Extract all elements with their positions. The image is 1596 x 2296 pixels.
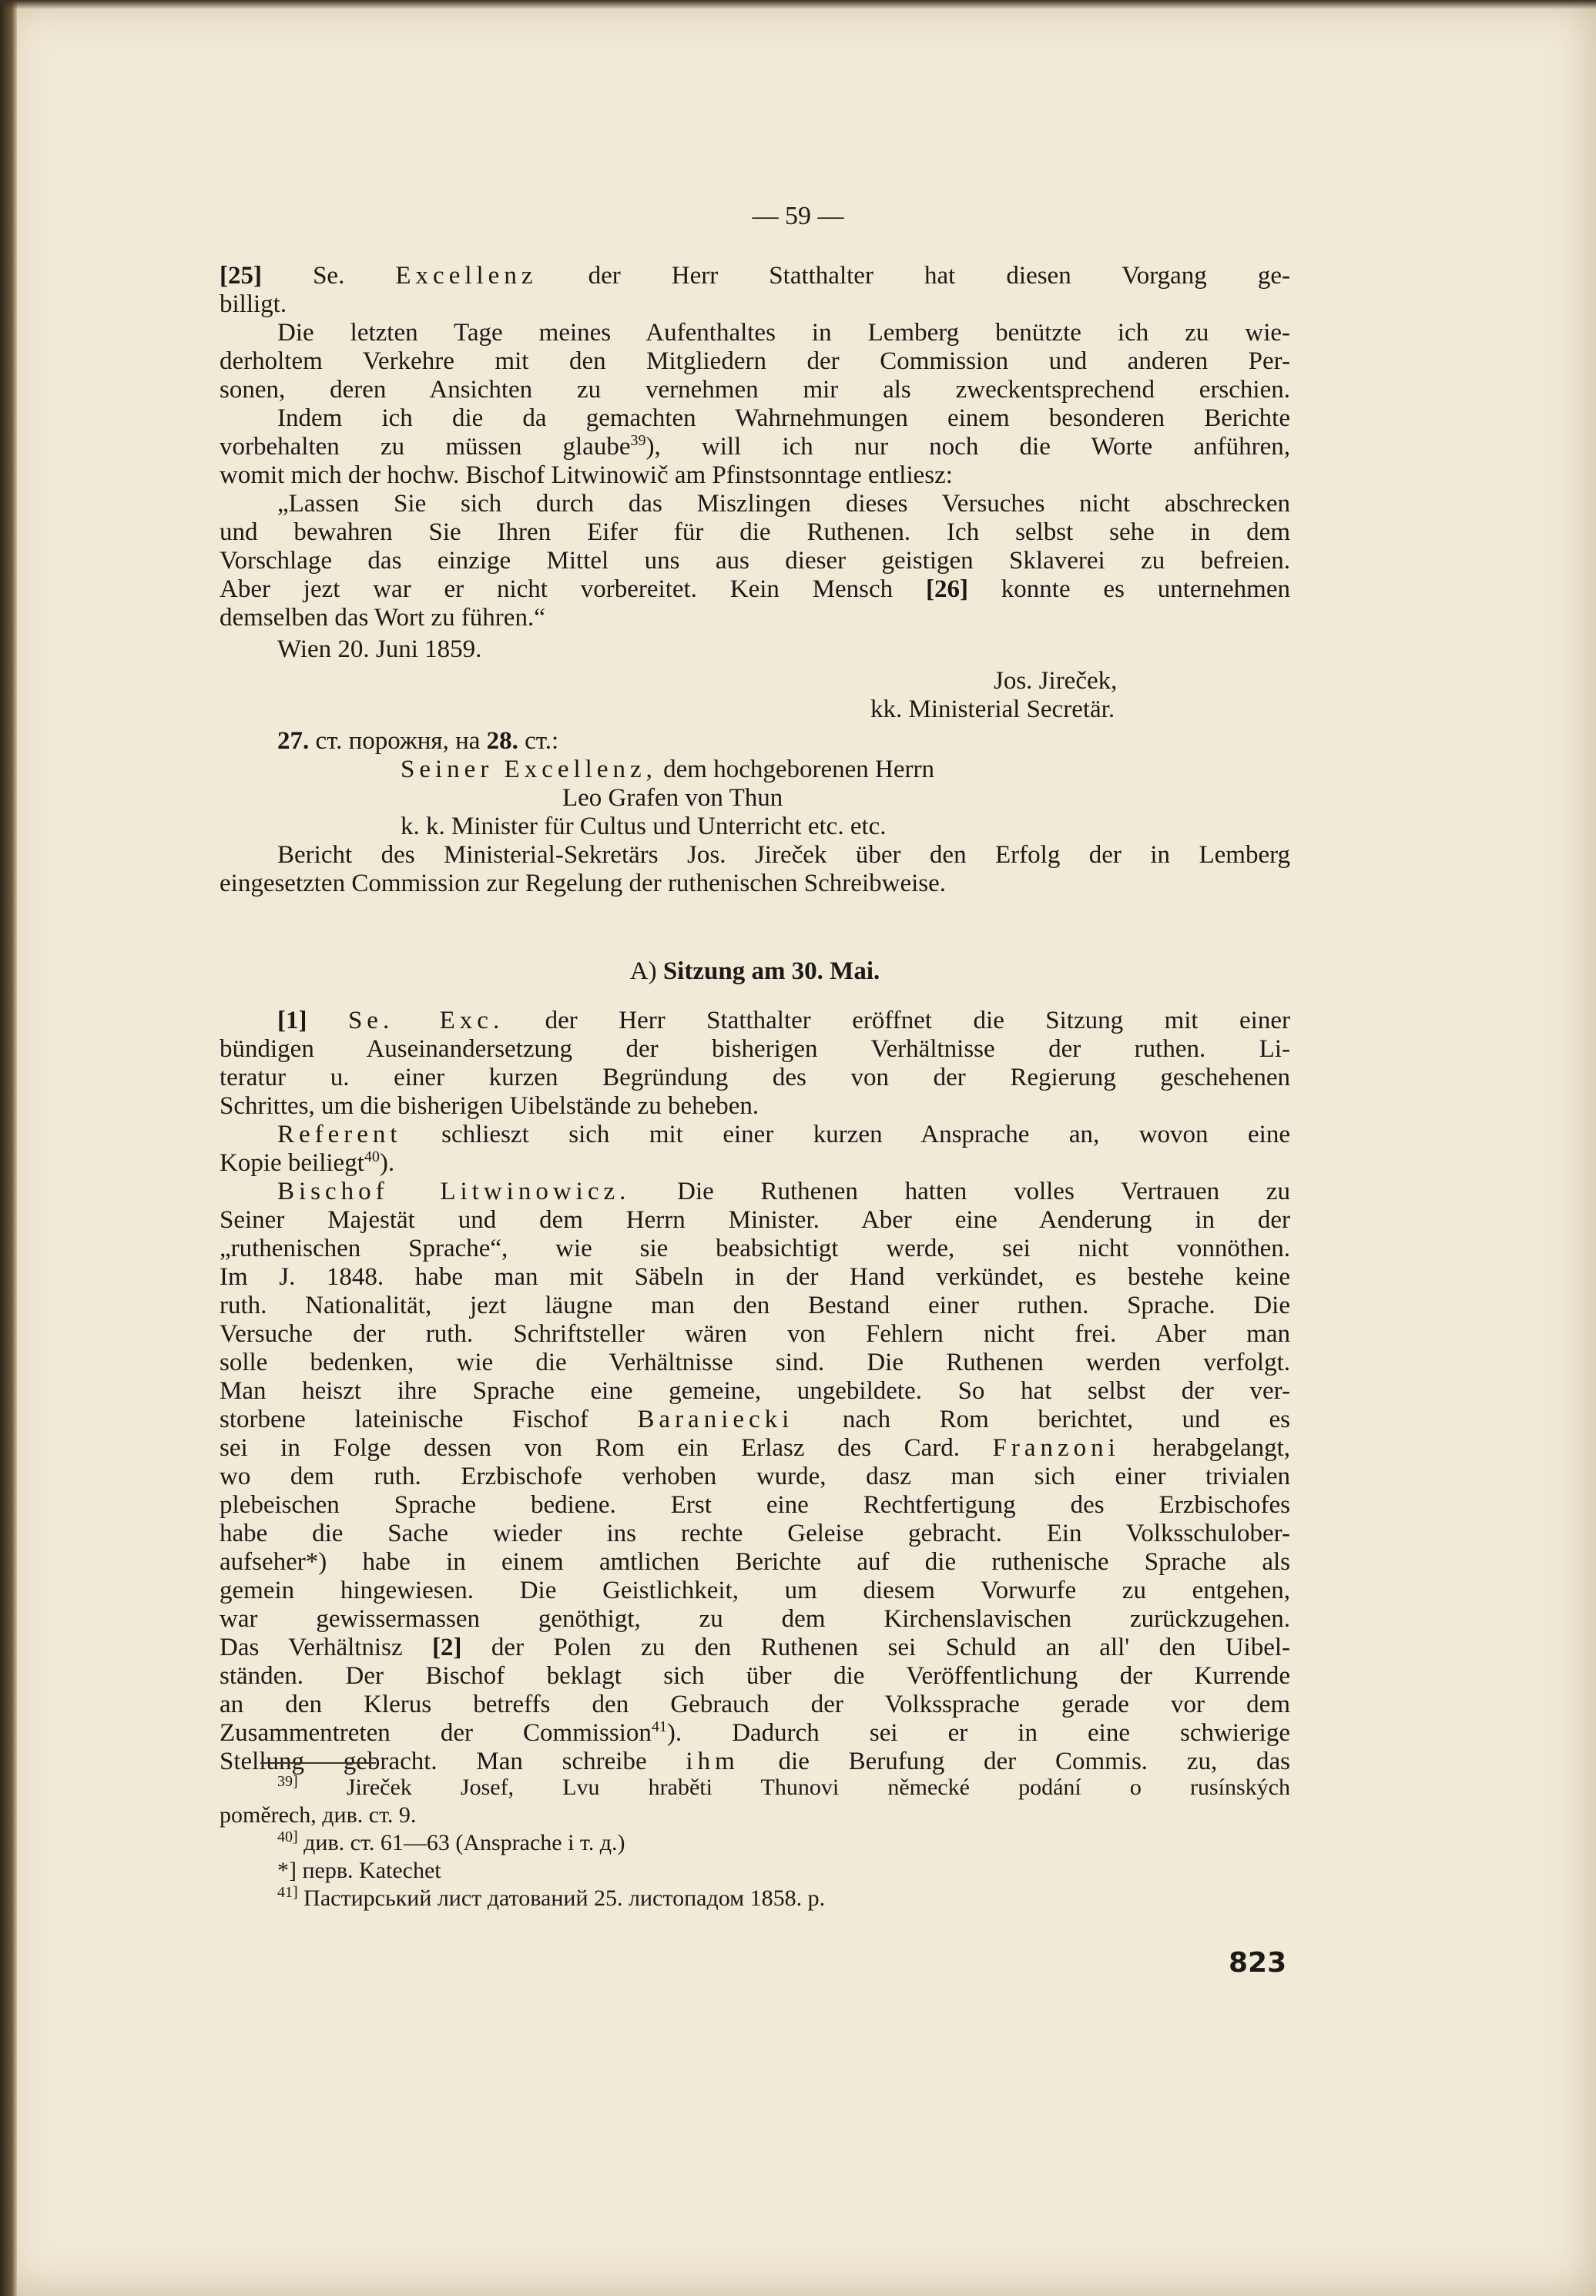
- heading-title: Sitzung am 30. Mai.: [662, 957, 880, 985]
- text-line: Versuche der ruth. Schriftsteller wären von Fehlern nicht frei. Aber man: [220, 1320, 1290, 1348]
- text-line: gemein hingewiesen. Die Geistlichkeit, um diesem Vorwurfe zu entgehen,: [220, 1577, 1290, 1604]
- date-line: Wien 20. Juni 1859.: [277, 635, 482, 663]
- footnote-star: [220, 1857, 1290, 1885]
- text-span: ), will ich nur noch die Worte anführen,: [645, 433, 1290, 461]
- text-line: demselben das Wort zu führen.“: [220, 604, 545, 632]
- folio-number: 823: [1229, 1947, 1287, 1979]
- footnote-ref: 41: [651, 1718, 667, 1735]
- text-line: ruth. Nationalität, jezt läugne man den Bestand einer ruthen. Sprache. Die: [220, 1292, 1290, 1319]
- footnote-39: [220, 1774, 1290, 1802]
- footnote-number: 39]: [277, 1773, 298, 1790]
- text-line: ständen. Der Bischof beklagt sich über die Veröffentlichung der Kurrende: [220, 1662, 1290, 1690]
- report-text-block: [220, 262, 1290, 898]
- text-span: ст. порожня, на: [315, 727, 481, 755]
- text-span: Aber jezt war er nicht vorbereitet. Kein Mensch: [220, 575, 894, 603]
- text-span: vorbehalten zu müssen glaube: [220, 433, 631, 461]
- text-span: Zusammentreten der Commission: [220, 1719, 652, 1747]
- signature-name: Jos. Jireček,: [994, 667, 1118, 695]
- text-line: Seiner Majestät und dem Herrn Minister. Aber eine Aenderung in der: [220, 1206, 1290, 1234]
- text-line: [220, 433, 1290, 461]
- text-span: 27.: [277, 727, 310, 755]
- footnote-rule: [260, 1762, 376, 1764]
- text-span: Das Verhältnisz: [220, 1634, 403, 1661]
- text-span: Stellung gebracht. Man schreibe: [220, 1748, 647, 1775]
- text-line: billigt.: [220, 290, 287, 318]
- text-line: plebeischen Sprache bediene. Erst eine Rechtfertigung des Erzbischofes: [220, 1491, 1290, 1519]
- text-span: schlieszt sich mit einer kurzen Ansprache an, wovon eine: [441, 1121, 1291, 1148]
- text-line: an den Klerus betreffs den Gebrauch der Volkssprache gerade vor dem: [220, 1691, 1290, 1718]
- text-line: derholtem Verkehre mit den Mitgliedern der Commission und anderen Per-: [220, 347, 1290, 375]
- text-line: bündigen Auseinandersetzung der bisherigen Verhältnisse der ruthen. Li-: [220, 1035, 1290, 1063]
- text-span: konnte es unternehmen: [1001, 575, 1290, 603]
- text-line: teratur u. einer kurzen Begründung des von der Regierung geschehenen: [220, 1064, 1290, 1091]
- text-line: habe die Sache wieder ins rechte Geleise gebracht. Ein Volksschulober-: [220, 1520, 1290, 1547]
- address-line: [220, 756, 1290, 784]
- text-line: Bericht des Ministerial-Sekretärs Jos. Jireček über den Erfolg der in Lemberg: [277, 841, 1290, 869]
- text-line: sonen, deren Ansichten zu vernehmen mir als zweckentsprechend erschien.: [220, 376, 1290, 404]
- text-line: [220, 1634, 1290, 1662]
- spaced-name: Bischof Litwinowicz.: [277, 1178, 631, 1205]
- text-line: „Lassen Sie sich durch das Miszlingen dieses Versuches nicht abschrecken: [277, 490, 1290, 518]
- marginal-number: [25]: [220, 262, 262, 290]
- text-line: [220, 1178, 1290, 1206]
- address-line: k. k. Minister für Cultus und Unterricht etc. etc.: [401, 813, 887, 840]
- text-line: [220, 262, 1290, 290]
- text-span: 28.: [486, 727, 518, 755]
- footnote-ref: 40: [364, 1148, 380, 1165]
- text-span: die Berufung der Commis. zu, das: [778, 1748, 1290, 1775]
- footnote-number: *]: [277, 1858, 297, 1883]
- text-line: und bewahren Sie Ihren Eifer für die Ruthenen. Ich selbst sehe in dem: [220, 518, 1290, 546]
- page-number: — 59 —: [752, 202, 844, 230]
- text-span: Пастирський лист датований 25. листопадом 1858. р.: [303, 1885, 826, 1911]
- text-line: [220, 1007, 1290, 1035]
- footnote-41: [220, 1885, 1290, 1912]
- heading-label: A): [629, 957, 657, 985]
- text-span: ). Dadurch sei er in eine schwierige: [666, 1719, 1290, 1747]
- spaced-name: Baraniecki: [637, 1406, 794, 1433]
- footnote-39-cont: poměrech, див. ст. 9.: [220, 1802, 417, 1828]
- marginal-number: [2]: [432, 1634, 462, 1661]
- text-line: eingesetzten Commission zur Regelung der ruthenischen Schreibweise.: [220, 870, 946, 897]
- text-span: ).: [379, 1149, 395, 1177]
- section-heading: [220, 957, 1290, 986]
- editor-note: [220, 727, 1290, 756]
- text-line: womit mich der hochw. Bischof Litwinowič am Pfinstsonntage entliesz:: [220, 461, 953, 489]
- footnote-number: 41]: [277, 1884, 298, 1901]
- text-span: der Polen zu den Ruthenen sei Schuld an all' den Uibel-: [491, 1634, 1290, 1661]
- text-span: Jireček Josef, Lvu hraběti Thunovi německé podání o rusínských: [346, 1775, 1290, 1800]
- text-span: dem hochgeborenen Herrn: [663, 756, 934, 783]
- text-line: Indem ich die da gemachten Wahrnehmungen einem besonderen Berichte: [277, 404, 1290, 432]
- text-line: [220, 1121, 1290, 1149]
- address-line: Leo Grafen von Thun: [562, 784, 783, 812]
- text-span: перв. Katechet: [302, 1858, 441, 1883]
- marginal-number: [1]: [277, 1007, 307, 1034]
- text-line: Die letzten Tage meines Aufenthaltes in Lemberg benützte ich zu wie-: [277, 319, 1290, 347]
- text-line: war gewissermassen genöthigt, zu dem Kirchenslavischen zurückzugehen.: [220, 1605, 1290, 1633]
- text-line: [220, 1406, 1290, 1434]
- spaced-name: Seiner Excellenz,: [401, 756, 657, 783]
- text-line: [220, 575, 1290, 604]
- text-line: „ruthenischen Sprache“, wie sie beabsichtigt werde, sei nicht vonnöthen.: [220, 1235, 1290, 1262]
- spaced-name: Se. Exc.: [347, 1007, 505, 1034]
- text-line: Man heiszt ihre Sprache eine gemeine, ungebildete. So hat selbst der ver-: [220, 1377, 1290, 1405]
- text-span: Die Ruthenen hatten volles Vertrauen zu: [677, 1178, 1291, 1205]
- text-span: der Herr Statthalter eröffnet die Sitzung mit einer: [545, 1007, 1290, 1034]
- text-line: Vorschlage das einzige Mittel uns aus dieser geistigen Sklaverei zu befreien.: [220, 547, 1290, 575]
- text-line: [220, 1434, 1290, 1463]
- signature-title: kk. Ministerial Secretär.: [870, 696, 1115, 723]
- spaced-name: Excellenz: [395, 262, 538, 290]
- text-span: ст.:: [525, 727, 559, 755]
- text-span: der Herr Statthalter hat diesen Vorgang ge-: [588, 262, 1291, 290]
- page-top-edge: [0, 0, 1596, 9]
- book-spine: [0, 0, 17, 2296]
- spaced-name: Referent: [277, 1121, 402, 1148]
- text-line: [220, 1719, 1290, 1748]
- footnote-number: 40]: [277, 1828, 298, 1845]
- text-line: solle bedenken, wie die Verhältnisse sind. Die Ruthenen werden verfolgt.: [220, 1349, 1290, 1376]
- footnotes: [220, 1774, 1290, 1912]
- marginal-number: [26]: [926, 575, 968, 603]
- text-line: aufseher*) habe in einem amtlichen Berichte auf die ruthenische Sprache als: [220, 1548, 1290, 1576]
- text-span: Se.: [313, 262, 345, 290]
- text-line: [220, 1149, 1290, 1178]
- minutes-text-block: [220, 1007, 1290, 1776]
- text-line: Schrittes, um die bisherigen Uibelstände zu beheben.: [220, 1092, 759, 1120]
- text-span: див. ст. 61—63 (Ansprache і т. д.): [303, 1830, 625, 1855]
- spaced-name: Franzoni: [992, 1434, 1120, 1462]
- footnote-40: [220, 1829, 1290, 1857]
- text-line: wo dem ruth. Erzbischofe verhoben wurde, dasz man sich einer trivialen: [220, 1463, 1290, 1490]
- text-span: sei in Folge dessen von Rom ein Erlasz des Card.: [220, 1434, 960, 1462]
- text-line: Im J. 1848. habe man mit Säbeln in der Hand verkündet, es bestehe keine: [220, 1263, 1290, 1291]
- text-span: herabgelangt,: [1152, 1434, 1291, 1462]
- text-line: [220, 1748, 1290, 1776]
- text-span: Kopie beiliegt: [220, 1149, 364, 1177]
- text-span: nach Rom berichtet, und es: [842, 1406, 1290, 1433]
- spaced-name: ihm: [686, 1748, 739, 1775]
- text-span: storbene lateinische Fischof: [220, 1406, 588, 1433]
- footnote-ref: 39: [630, 432, 646, 449]
